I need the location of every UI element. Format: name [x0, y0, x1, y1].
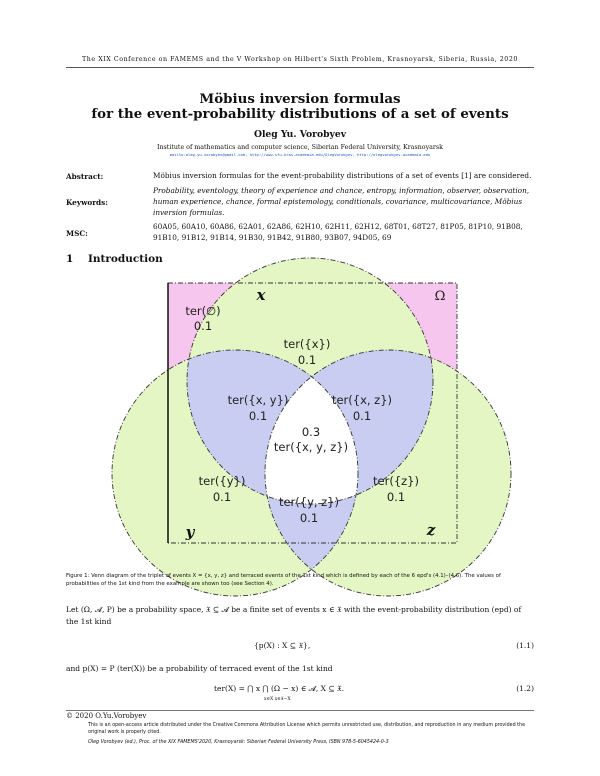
- label-y: y: [185, 523, 195, 541]
- abstract-text: Möbius inversion formulas for the event-probability distributions of a set of events [1] are considered.: [153, 171, 532, 180]
- label-x: x: [256, 286, 266, 304]
- license-notice: This is an open-access article distributed under the Creative Commons Attribution License which permits unrestricted use, distribution, and reproduction in any medium provided the original work is properly cited.: [88, 723, 526, 735]
- region-xz-term: ter({x, z}): [331, 393, 393, 407]
- section-number: 1: [66, 253, 74, 265]
- copyright-notice: © 2020 O.Yu.Vorobyev: [66, 712, 147, 720]
- paragraph-2: and p(X) = P (ter(X)) be a probability of terraced event of the 1st kind: [66, 664, 333, 673]
- region-y-prob: 0.1: [212, 490, 232, 504]
- paper-title-line-2: for the event-probability distributions of a set of events: [91, 106, 509, 122]
- region-x-prob: 0.1: [297, 353, 317, 367]
- equation-2-subscripts: x∈X x∈𝔛−X: [264, 697, 291, 702]
- region-empty-prob: 0.1: [193, 319, 213, 333]
- region-yz-term: ter({y, z}): [278, 495, 340, 509]
- region-y-term: ter({y}): [198, 474, 246, 488]
- equation-1-number: (1.1): [516, 641, 534, 650]
- region-xy-term: ter({x, y}): [227, 393, 289, 407]
- keywords-label: Keywords:: [66, 198, 108, 207]
- msc-codes: 60A05, 60A10, 60A86, 62A01, 62A86, 62H10, 62H11, 62H12, 68T01, 68T27, 81P05, 81P10, 91B08, 91B10, 91B12, 91B14, 91B30, 91B42, 91B80, 93B07, 94D05, 69: [153, 222, 523, 243]
- abstract-label: Abstract:: [66, 172, 104, 181]
- omega-label: Ω: [434, 289, 446, 304]
- region-xz-prob: 0.1: [352, 409, 372, 423]
- region-xy-prob: 0.1: [248, 409, 268, 423]
- region-z-term: ter({z}): [373, 474, 419, 488]
- region-xyz-term: ter({x, y, z}): [273, 440, 349, 454]
- region-xyz-prob: 0.3: [301, 425, 321, 439]
- region-yz-prob: 0.1: [299, 511, 319, 525]
- equation-2-number: (1.2): [516, 684, 534, 693]
- footer-rule: [66, 710, 534, 711]
- affiliation: Institute of mathematics and computer science, Siberian Federal University, Krasnoyarsk: [157, 144, 443, 151]
- equation-1: {p(X) : X ⊆ 𝔛},: [254, 641, 311, 650]
- author-name: Oleg Yu. Vorobyev: [253, 129, 347, 140]
- msc-label: MSC:: [66, 229, 88, 238]
- figure-caption: Figure 1: Venn diagram of the triplet of events X = {x, y, z} and terraced events of the 1st kind which is defined by each of the 6 epd's (4.1)–(4.6). The values of probabilities of the 1st kind from the example are shown too (see Section 4).: [66, 573, 501, 587]
- region-x-term: ter({x}): [283, 337, 331, 351]
- equation-2: ter(X) = ⋂ x ⋂ (Ω − x) ∈ 𝓐, X ⊆ 𝔛.: [214, 684, 345, 693]
- keywords-text: Probability, eventology, theory of experience and chance, entropy, information, observer, observation, human experience, chance, formal epistemology, conditionals, covariance, multicovariance, Möbius inversion formulas.: [153, 186, 530, 218]
- region-empty-term: ter(∅): [185, 304, 221, 318]
- proceedings-citation: Oleg Vorobyev (ed.), Proc. of the XIX FAMEMS'2020, Krasnoyarsk: Siberian Federal University Press, ISBN 978-5-6045424-0-3: [88, 740, 389, 745]
- label-z: z: [426, 521, 436, 539]
- section-title: Introduction: [88, 253, 163, 265]
- region-z-prob: 0.1: [386, 490, 406, 504]
- author-links[interactable]: mailto:oleg.yu.vorobyev@gmail.com, http://www.sfu-kras.academia.edu/OlegVorobyev, http://olegvorobyev.academia.edu: [169, 152, 431, 157]
- paragraph-1: Let (Ω, 𝓐, P) be a probability space, 𝔛 ⊆ 𝓐 be a finite set of events x ∈ 𝔛 with the event-probability distribution (epd) of the 1st kind: [66, 605, 522, 626]
- paper-title-line-1: Möbius inversion formulas: [199, 91, 401, 107]
- running-header: The XIX Conference on FAMEMS and the V Workshop on Hilbert's Sixth Problem, Krasnoyarsk, Siberia, Russia, 2020: [82, 56, 518, 63]
